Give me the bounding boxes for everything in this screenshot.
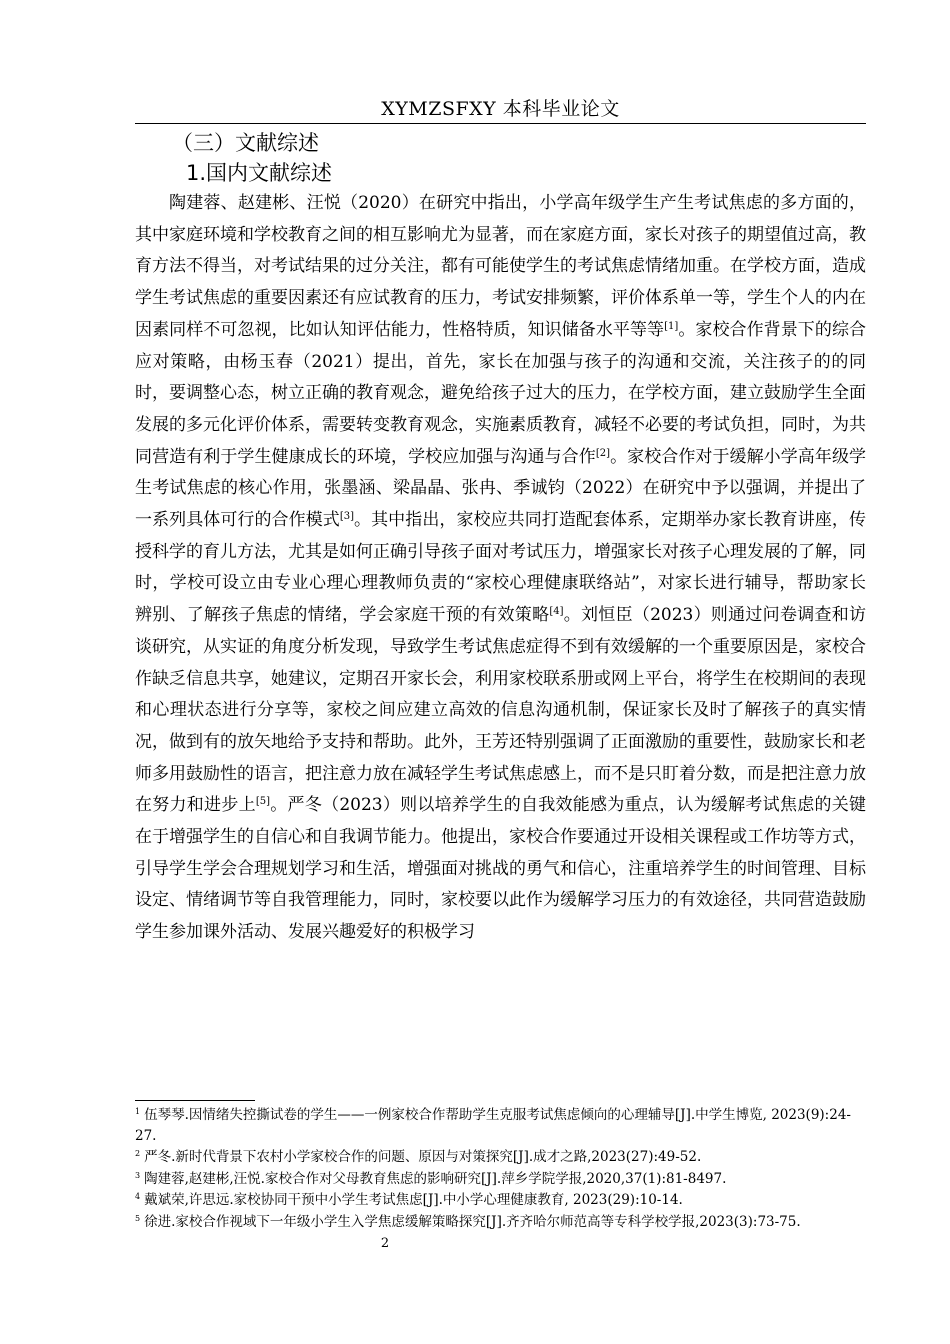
page-number: 2 <box>380 1236 390 1251</box>
footnote-mark: 3 <box>135 1170 141 1180</box>
citation-5: [5] <box>255 796 271 808</box>
section-title: （三）文献综述 <box>172 131 319 155</box>
footnote-mark: 1 <box>135 1107 141 1116</box>
footnote-separator <box>135 1100 255 1101</box>
body-text-segment: 。严冬（2023）则以培养学生的自我效能感为重点，认为缓解考试焦虑的关键在于增强学生的自信心和自我调节能力。他提出，家校合作要通过开设相关课程或工作坊等方式，引导学生学会合理规划学习和生活，增强面对挑战的勇气和信心，注重培养学生的时间管理、目标设定、情绪调节等自我管理能力，同时，家校要以此作为缓解学习压力的有效途径，共同营造鼓励学生参加课外活动、发展兴趣爱好的积极学习 <box>135 795 867 943</box>
body-paragraph <box>135 188 866 949</box>
subsection-title: 1.国内文献综述 <box>186 161 333 185</box>
footnote-mark: 4 <box>135 1192 141 1201</box>
footnotes <box>135 1105 866 1233</box>
footnote-text: 陶建蓉,赵建彬,汪悦.家校合作对父母教育焦虑的影响研究[J].萍乡学院学报,2020,37(1):81-8497. <box>144 1170 727 1187</box>
body-text-segment: 。家校合作背景下的综合应对策略，由杨玉春（2021）提出，首先，家长在加强与孩子的沟通和交流，关注孩子的的同时，要调整心态，树立正确的教育观念，避免给孩子过大的压力，在学校方面，建立鼓励学生全面发展的多元化评价体系，需要转变教育观念，实施素质教育，减轻不必要的考试负担，同时，为共同营造有利于学生健康成长的环境，学校应加强与沟通与合作 <box>135 319 867 467</box>
header-rule <box>135 123 866 124</box>
body-text-segment: 。刘恒臣（2023）则通过问卷调查和访谈研究，从实证的角度分析发现，导致学生考试焦虑症得不到有效缓解的一个重要原因是，家校合作缺乏信息共享，她建议，定期召开家长会，利用家校联系册或网上平台，将学生在校期间的表现和心理状态进行分享等，家校之间应建立高效的信息沟通机制，保证家长及时了解孩子的真实情况，做到有的放矢地给予支持和帮助。此外，王芳还特别强调了正面激励的重要性，鼓励家长和老师多用鼓励性的语言，把注意力放在减轻学生考试焦虑感上，而不是只盯着分数，而是把注意力放在努力和进步上 <box>135 605 867 816</box>
footnote-text: 戴斌荣,许思远.家校协同干预中小学生考试焦虑[J].中小学心理健康教育, 2023(29):10-14. <box>144 1192 683 1208</box>
footnote-1 <box>135 1105 866 1146</box>
body-text-segment: 陶建蓉、赵建彬、汪悦（2020）在研究中指出，小学高年级学生产生考试焦虑的多方面的，其中家庭环境和学校教育之间的相互影响尤为显著，而在家庭方面，家长对孩子的期望值过高，教育方法不得当，对考试结果的过分关注，都有可能使学生的考试焦虑情绪加重。在学校方面，造成学生考试焦虑的重要因素还有应试教育的压力，考试安排频繁，评价体系单一等，学生个人的内在因素同样不可忽视，比如认知评估能力，性格特质，知识储备水平等等 <box>135 193 866 340</box>
footnote-text: 严冬.新时代背景下农村小学家校合作的问题、原因与对策探究[J].成才之路,2023(27):49-52. <box>144 1149 702 1165</box>
footnote-text: 徐进.家校合作视域下一年级小学生入学焦虑缓解策略探究[J].齐齐哈尔师范高等专科学校学报,2023(3):73-75. <box>144 1213 801 1230</box>
page-header: XYMZSFXY 本科毕业论文 <box>381 98 620 120</box>
body-text-segment: 。家校合作对于缓解小学高年级学生考试焦虑的核心作用，张墨涵、梁晶晶、张冉、季诚钧（2022）在研究中予以强调，并提出了一系列具体可行的合作模式 <box>135 446 867 531</box>
citation-3: [3] <box>339 511 354 523</box>
footnote-2 <box>135 1147 866 1168</box>
footnote-5 <box>135 1212 866 1233</box>
footnote-mark: 2 <box>135 1149 141 1158</box>
citation-4: [4] <box>549 606 564 618</box>
citation-1: [1] <box>664 320 679 332</box>
body-text-segment: 。其中指出，家校应共同打造配套体系，定期举办家长教育讲座，传授科学的育儿方法，尤其是如何正确引导孩子面对考试压力，增强家长对孩子心理发展的了解，同时，学校可设立由专业心理心理教师负责的“家校心理健康联络站”，对家长进行辅导，帮助家长辨别、了解孩子焦虑的情绪，学会家庭干预的有效策略 <box>135 510 867 626</box>
footnote-mark: 5 <box>135 1213 141 1223</box>
footnote-text: 伍琴琴.因情绪失控撕试卷的学生——一例家校合作帮助学生克服考试焦虑倾向的心理辅导[J].中学生博览, 2023(9):24-27. <box>135 1107 851 1144</box>
footnote-4 <box>135 1190 866 1211</box>
citation-2: [2] <box>595 447 610 459</box>
footnote-3 <box>135 1169 866 1190</box>
